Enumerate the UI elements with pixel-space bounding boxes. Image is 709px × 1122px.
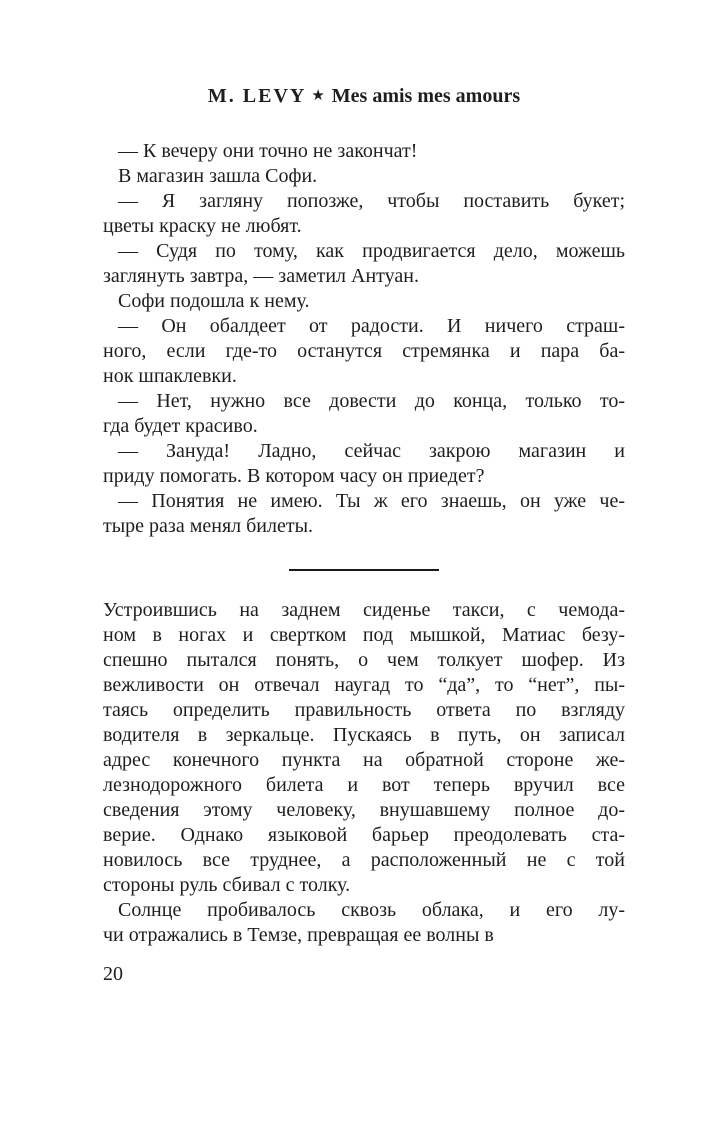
text-section-taxi [103,598,625,948]
text-line: — Судя по тому, как продвигается дело, можешь [118,240,625,262]
paragraph [103,598,625,898]
header-author: M. LEVY [207,85,307,107]
text-line: спешно пытался понять, о чем толкует шофер. Из [103,649,625,671]
paragraph [103,314,625,389]
text-line: — К вечеру они точно не закончат! [118,140,418,162]
text-line: Солнце пробивалось сквозь облака, и его лу- [118,899,625,921]
text-line: заглянуть завтра, — заметил Антуан. [103,265,419,287]
paragraph [103,139,625,164]
text-line: таясь определить правильность ответа по взгляду [103,699,625,721]
paragraph [103,389,625,439]
paragraph [103,489,625,539]
star-icon: ★ [311,88,325,104]
text-line: чи отражались в Темзе, превращая ее волны в [103,924,494,946]
text-line: ного, если где-то останутся стремянка и пара ба- [103,340,625,362]
text-line: Устроившись на заднем сиденье такси, с чемода- [103,599,625,621]
text-line: — Зануда! Ладно, сейчас закрою магазин и [118,440,625,462]
text-line: — Понятия не имею. Ты ж его знаешь, он уже че- [118,490,625,512]
section-divider [289,569,439,571]
text-line: вежливости он отвечал наугад то “да”, то “нет”, пы- [103,674,625,696]
text-line: верие. Однако языковой барьер преодолевать ста- [103,824,625,846]
text-line: В магазин зашла Софи. [118,165,318,187]
text-line: ном в ногах и свертком под мышкой, Матиас безу- [103,624,625,646]
text-line: — Нет, нужно все довести до конца, только то- [118,390,625,412]
text-section-dialogue [103,139,625,539]
text-line: водителя в зеркальце. Пускаясь в путь, он записал [103,724,625,746]
header-book-title: Mes amis mes amours [331,85,521,107]
paragraph [103,189,625,239]
paragraph [103,289,625,314]
page-number: 20 [103,963,123,985]
text-line: адрес конечного пункта на обратной стороне же- [103,749,625,771]
paragraph [103,898,625,948]
text-line: — Он обалдеет от радости. И ничего страш- [118,315,625,337]
text-line: лезнодорожного билета и вот теперь вручил все [103,774,625,796]
text-line: стороны руль сбивал с толку. [103,874,351,896]
text-line: приду помогать. В котором часу он приедет? [103,465,485,487]
text-line: — Я загляну попозже, чтобы поставить букет; [118,190,625,212]
paragraph [103,439,625,489]
running-header [103,84,625,108]
text-line: нок шпаклевки. [103,365,237,387]
text-line: новилось все труднее, а расположенный не с той [103,849,625,871]
text-line: гда будет красиво. [103,415,258,437]
paragraph [103,239,625,289]
text-line: Софи подошла к нему. [118,290,310,312]
paragraph [103,164,625,189]
text-line: тыре раза менял билеты. [103,515,314,537]
text-line: цветы краску не любят. [103,215,302,237]
text-line: сведения этому человеку, внушавшему полное до- [103,799,625,821]
